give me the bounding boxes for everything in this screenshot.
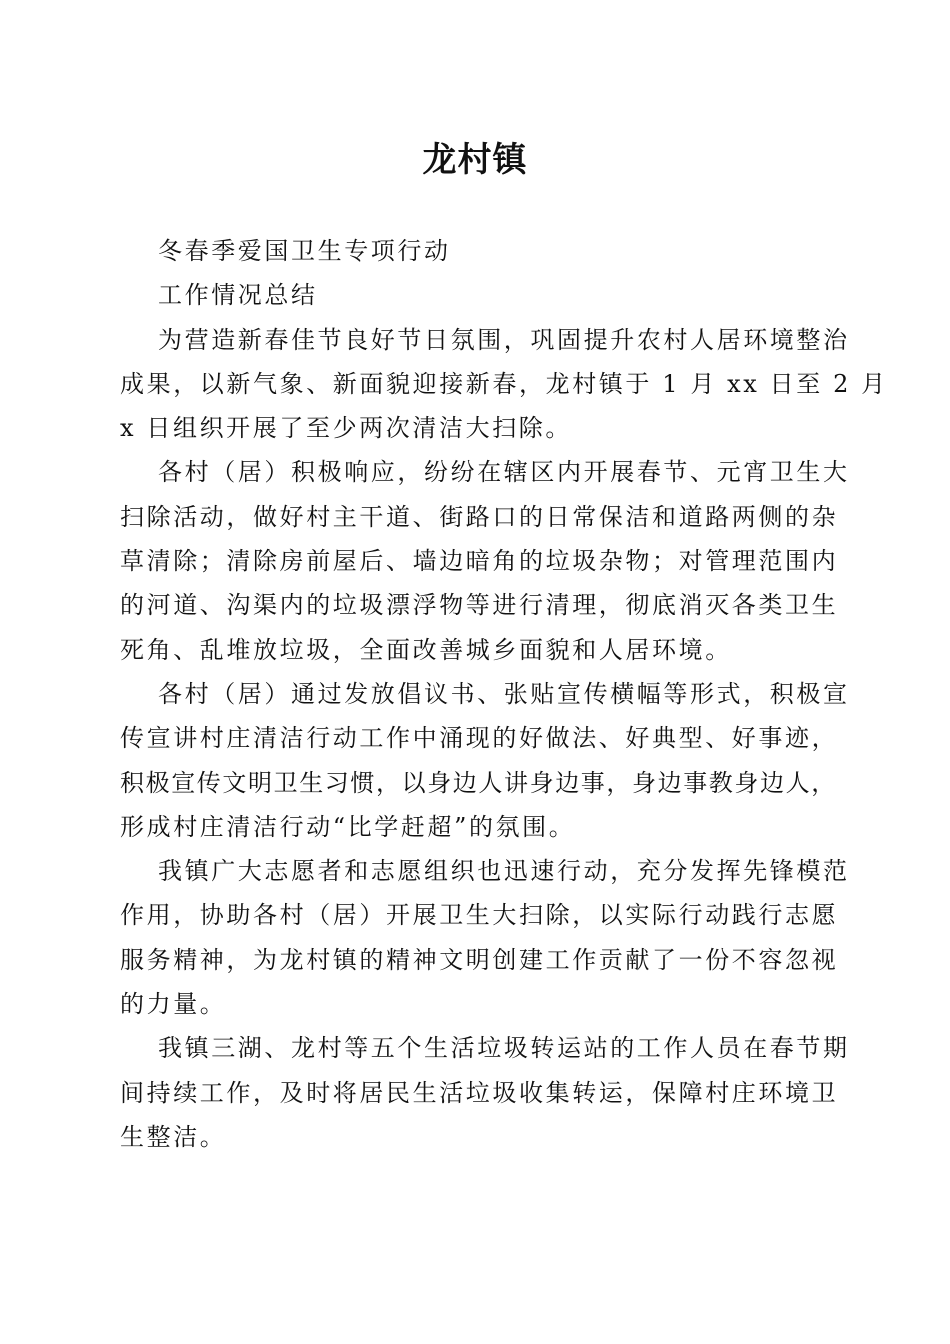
text-line: 生整洁。	[120, 1122, 227, 1151]
text-line: 的力量。	[120, 990, 227, 1019]
paragraph-5	[120, 1026, 850, 1159]
text-line: 各村（居）通过发放倡议书、张贴宣传横幅等形式，积极宣	[158, 679, 850, 708]
document-body	[120, 229, 888, 1159]
text-line: 服务精神，为龙村镇的精神文明创建工作贡献了一份不容忽视	[120, 945, 839, 974]
text-line: 传宣讲村庄清洁行动工作中涌现的好做法、好典型、好事迹，	[120, 724, 839, 753]
text-line: 冬春季爱国卫生专项行动	[158, 237, 451, 265]
text-line: 间持续工作，及时将居民生活垃圾收集转运，保障村庄环境卫	[120, 1078, 839, 1107]
paragraph-3	[120, 672, 850, 849]
text-line: 各村（居）积极响应，纷纷在辖区内开展春节、元宵卫生大	[158, 458, 850, 487]
text-line: 为营造新春佳节良好节日氛围，巩固提升农村人居环境整治	[158, 325, 850, 354]
text-line: x 日组织开展了至少两次清洁大扫除。	[120, 414, 572, 443]
paragraph-2	[120, 450, 850, 671]
text-line: 我镇广大志愿者和志愿组织也迅速行动，充分发挥先锋模范	[158, 857, 850, 886]
text-line: 死角、乱堆放垃圾，全面改善城乡面貌和人居环境。	[120, 635, 732, 664]
text-line: 作用，协助各村（居）开展卫生大扫除，以实际行动践行志愿	[120, 901, 839, 930]
text-line: 扫除活动，做好村主干道、街路口的日常保洁和道路两侧的杂	[120, 502, 839, 531]
paragraph-1	[120, 318, 888, 451]
text-line: 形成村庄清洁行动“比学赶超”的氛围。	[120, 812, 576, 841]
text-line: 工作情况总结	[158, 281, 318, 310]
subtitle-line-1	[120, 229, 840, 273]
text-line: 积极宣传文明卫生习惯，以身边人讲身边事，身边事教身边人，	[120, 768, 837, 797]
text-line: 我镇三湖、龙村等五个生活垃圾转运站的工作人员在春节期	[158, 1034, 850, 1063]
paragraph-4	[120, 849, 850, 1026]
subtitle-line-2	[120, 273, 840, 317]
text-line: 的河道、沟渠内的垃圾漂浮物等进行清理，彻底消灭各类卫生	[120, 591, 839, 620]
document-title: 龙村镇	[422, 140, 528, 180]
text-line: 草清除；清除房前屋后、墙边暗角的垃圾杂物；对管理范围内	[120, 547, 839, 576]
text-line: 成果，以新气象、新面貌迎接新春，龙村镇于 1 月 xx 日至 2 月	[120, 369, 888, 398]
